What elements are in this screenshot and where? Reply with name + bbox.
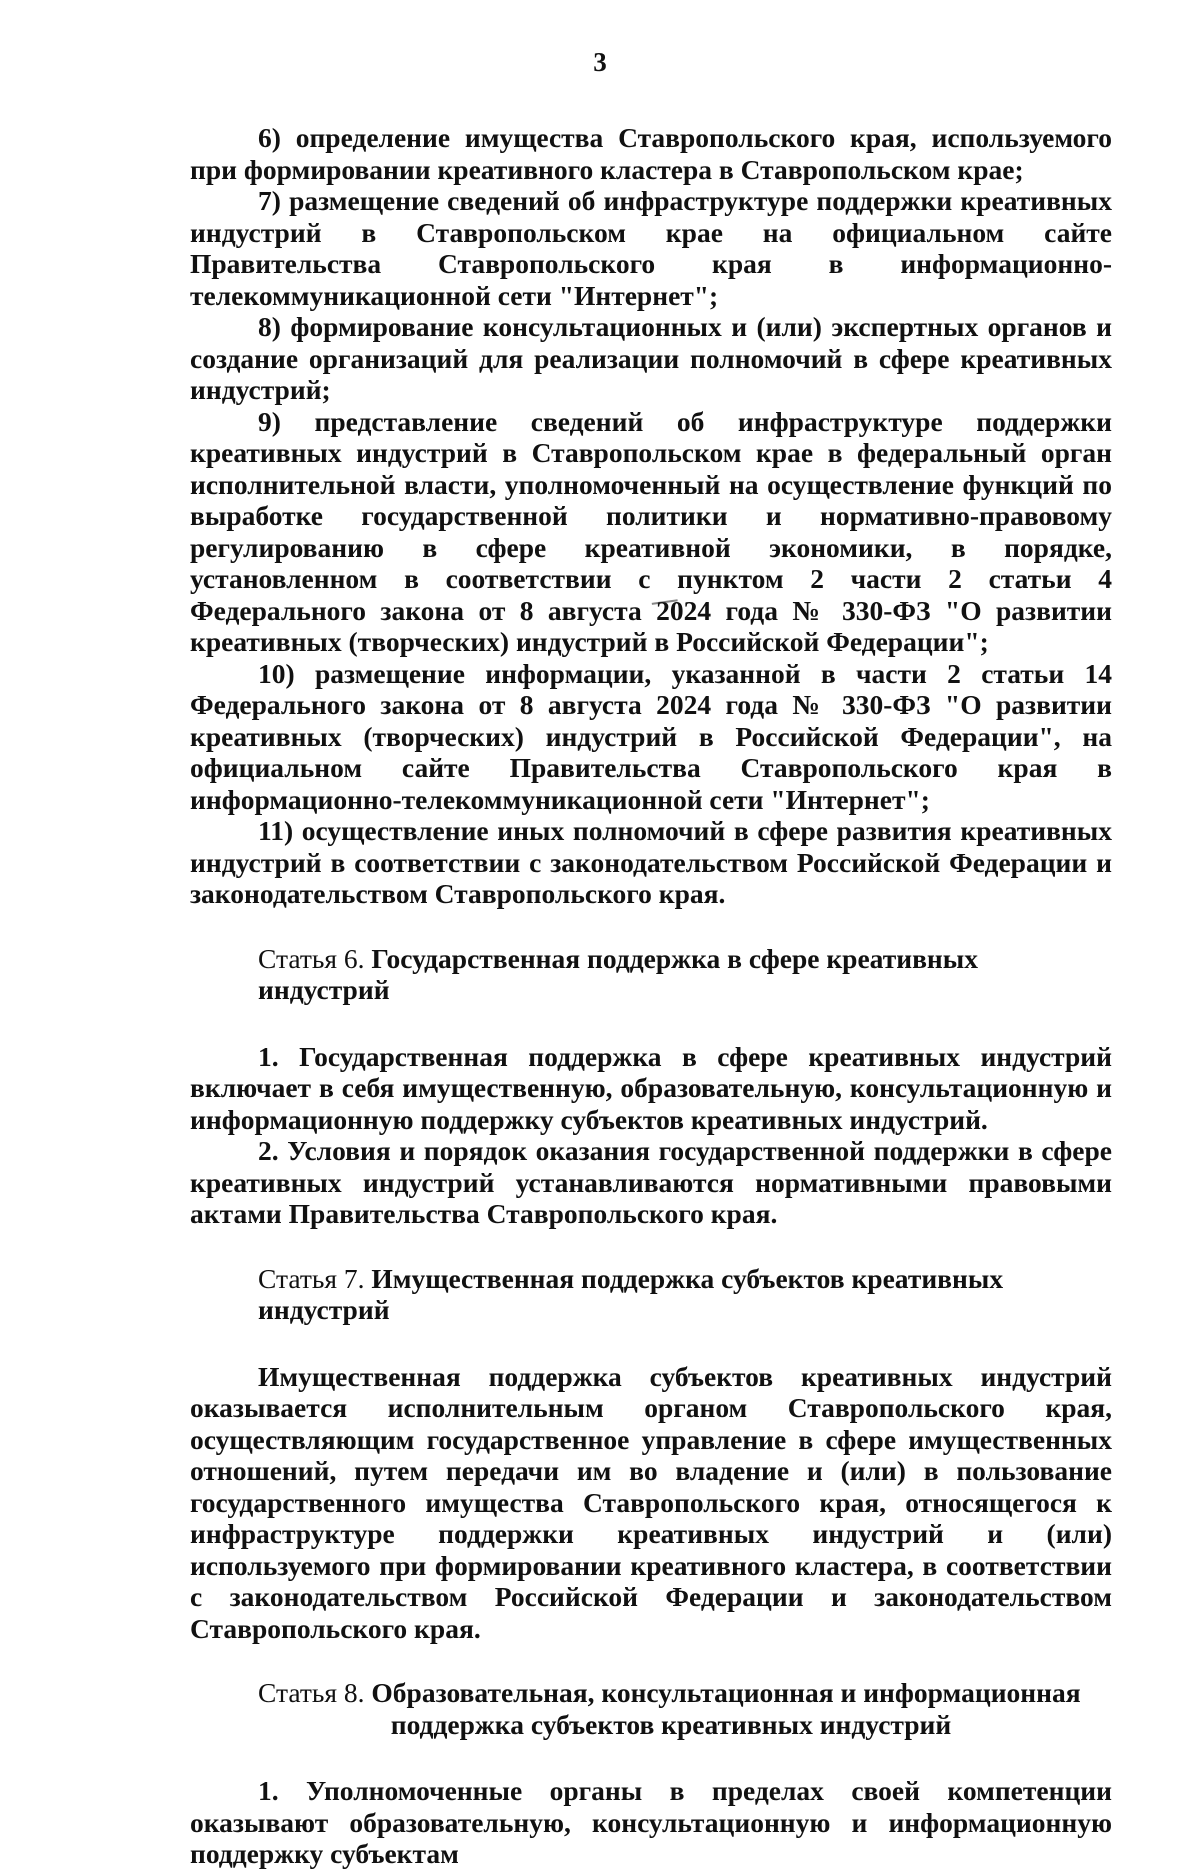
article-8-number: Статья 8.	[258, 1677, 365, 1708]
article-6-title: Государственная поддержка в сфере креативных индустрий	[258, 942, 978, 1005]
article-7-number: Статья 7.	[258, 1262, 365, 1294]
article-7-title: Имущественная поддержка субъектов креативных индустрий	[258, 1262, 1004, 1325]
article-8-title-line-2: поддержка субъектов креативных индустрий	[390, 1708, 952, 1740]
article-6-number: Статья 6.	[258, 942, 365, 974]
list-item-10: 10) размещение информации, указанной в части 2 статьи 14 Федерального закона от 8 августа 2024 года № 330-ФЗ "О развитии креативных (творческих) индустрий в Российской Федерации", на официальном сайте Правительства Ставропольского края в информационно-телекоммуникационной сети "Интернет";	[190, 657, 1112, 815]
list-item-9: 9) представление сведений об инфраструктуре поддержки креативных индустрий в Ставропольском крае в федеральный орган исполнительной власти, уполномоченный на осуществление функций по выработке государственной политики и нормативно-правовому регулированию в сфере креативной экономики, в порядке, установленном в соответствии с пунктом 2 части 2 статьи 4 Федерального закона от 8 августа 2024 года № 330-ФЗ "О развитии креативных (творческих) индустрий в Российской Федерации";	[190, 405, 1112, 657]
article-8-heading-line-1	[190, 1677, 1112, 1709]
article-6-paragraph-1: 1. Государственная поддержка в сфере креативных индустрий включает в себя имущественную, образовательную, консультационную и информационную поддержку субъектов креативных индустрий.	[190, 1040, 1112, 1135]
article-7-heading	[190, 1263, 1112, 1326]
article-8-title-line-1: Образовательная, консультационная и информационная	[371, 1677, 1081, 1708]
article-8-heading	[190, 1677, 1112, 1740]
list-item-6: 6) определение имущества Ставропольского края, используемого при формировании креативного кластера в Ставропольском крае;	[190, 122, 1112, 185]
page-number: 3	[593, 47, 607, 77]
article-8-paragraph-1: 1. Уполномоченные органы в пределах своей компетенции оказывают образовательную, консультационную и информационную поддержку субъектам	[190, 1775, 1112, 1869]
article-7-paragraph-1: Имущественная поддержка субъектов креативных индустрий оказывается исполнительным органом Ставропольского края, осуществляющим государственное управление в сфере имущественных отношений, путем передачи им во владение и (или) в пользование государственного имущества Ставропольского края, относящегося к инфраструктуре поддержки креативных индустрий и (или) используемого при формировании креативного кластера, в соответствии с законодательством Российской Федерации и законодательством Ставропольского края.	[190, 1360, 1112, 1644]
document-body	[190, 122, 1112, 1870]
article-6-paragraph-2: 2. Условия и порядок оказания государственной поддержки в сфере креативных индустрий устанавливаются нормативными правовыми актами Правительства Ставропольского края.	[190, 1135, 1112, 1229]
article-6-heading	[190, 943, 1112, 1006]
list-item-8: 8) формирование консультационных и (или) экспертных органов и создание организаций для реализации полномочий в сфере креативных индустрий;	[190, 311, 1112, 405]
list-item-11: 11) осуществление иных полномочий в сфере развития креативных индустрий в соответствии с законодательством Российской Федерации и законодательством Ставропольского края.	[190, 815, 1112, 909]
list-item-7: 7) размещение сведений об инфраструктуре поддержки креативных индустрий в Ставропольском крае на официальном сайте Правительства Ставропольского края в информационно-телекоммуникационной сети "Интернет";	[190, 185, 1112, 311]
